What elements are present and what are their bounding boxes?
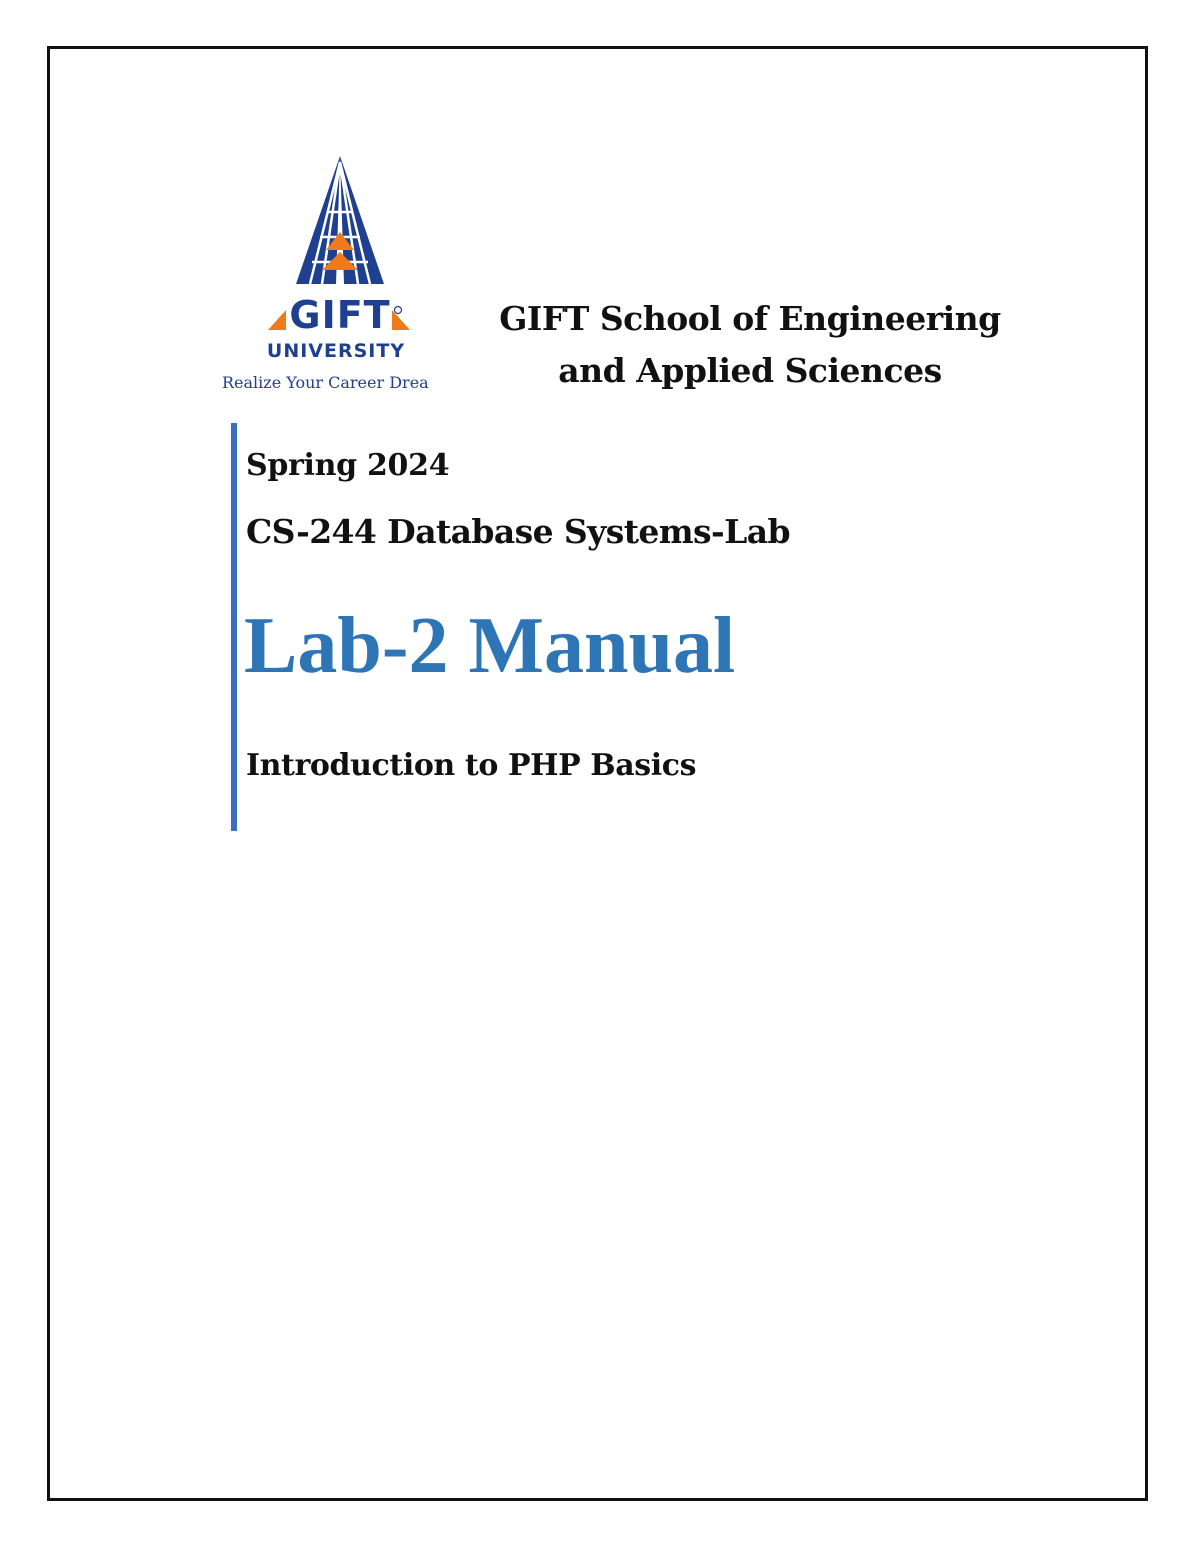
manual-subtitle: Introduction to PHP Basics: [246, 748, 697, 783]
logo-graphic: [220, 152, 438, 397]
logo-university: UNIVERSITY: [266, 340, 406, 362]
logo-tagline: Realize Your Career Dreа: [222, 373, 429, 392]
school-name-line1: GIFT School of Engineering: [499, 299, 1001, 338]
school-name: [470, 293, 1030, 397]
gift-university-logo: [220, 152, 438, 397]
course-title: CS-244 Database Systems-Lab: [246, 512, 790, 551]
logo-name: GIFT: [289, 293, 391, 337]
manual-title: Lab-2 Manual: [244, 602, 736, 690]
accent-bar: [231, 423, 237, 831]
school-name-line2: and Applied Sciences: [558, 351, 942, 390]
term-label: Spring 2024: [246, 448, 450, 483]
